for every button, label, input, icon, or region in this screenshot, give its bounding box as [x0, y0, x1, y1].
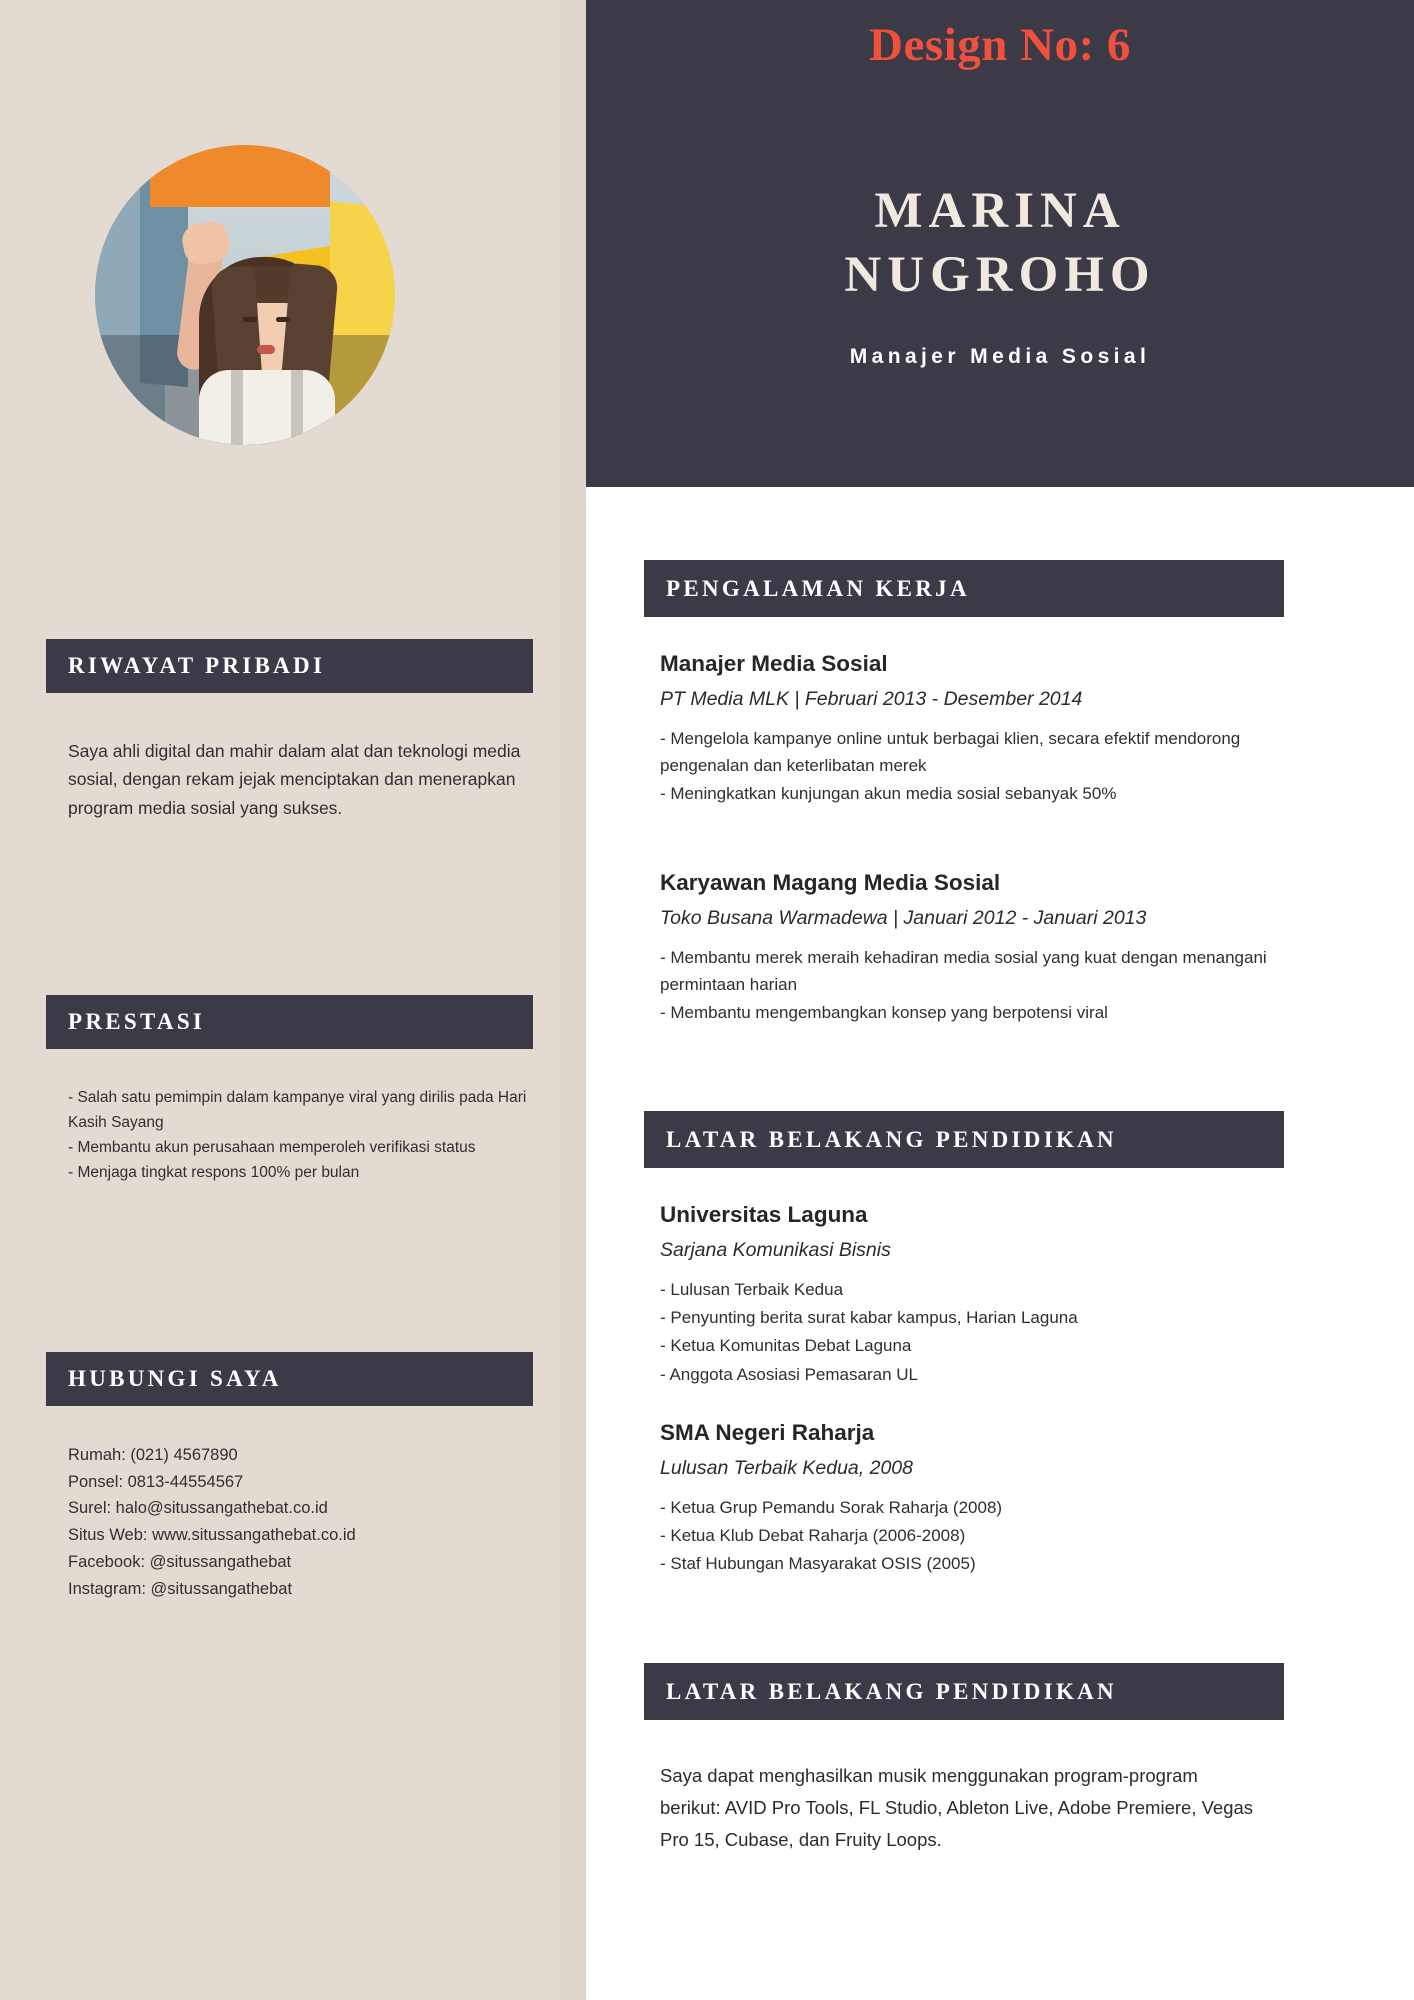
list-item: - Staf Hubungan Masyarakat OSIS (2005)	[660, 1554, 976, 1574]
left-column-divider-strip	[560, 0, 586, 2000]
section-heading-label: LATAR BELAKANG PENDIDIKAN	[666, 1126, 1117, 1152]
experience-bullets	[660, 725, 1300, 808]
design-number-label: Design No: 6	[869, 19, 1131, 71]
section-heading-label: LATAR BELAKANG PENDIDIKAN	[666, 1678, 1117, 1704]
experience-company-dates: PT Media MLK | Februari 2013 - Desember 2014	[660, 688, 1083, 710]
list-item: - Membantu merek meraih kehadiran media sosial yang kuat dengan menangani permintaan harian	[660, 948, 1267, 995]
section-heading-label: PENGALAMAN KERJA	[666, 575, 970, 601]
avatar-eye-right	[276, 317, 290, 322]
contact-instagram[interactable]: Instagram: @situssangathebat	[68, 1579, 293, 1598]
section-heading-label: PRESTASI	[68, 1009, 206, 1034]
list-item: - Membantu akun perusahaan memperoleh verifikasi status	[68, 1139, 476, 1157]
contact-email[interactable]: Surel: halo@situssangathebat.co.id	[68, 1499, 328, 1518]
contact-website[interactable]: Situs Web: www.situssangathebat.co.id	[68, 1526, 356, 1545]
job-role-subtitle: Manajer Media Sosial	[849, 345, 1151, 368]
list-item: - Ketua Komunitas Debat Laguna	[660, 1336, 912, 1356]
education-bullets	[660, 1494, 1300, 1578]
contact-list	[68, 1442, 528, 1602]
avatar-strap-right	[291, 370, 303, 445]
education-entry	[660, 1202, 1300, 1389]
section-heading-riwayat-pribadi	[46, 639, 533, 693]
section-heading-pendidikan-secondary	[644, 1663, 1284, 1720]
experience-job-title: Karyawan Magang Media Sosial	[660, 870, 1001, 895]
list-item: - Meningkatkan kunjungan akun media sosial sebanyak 50%	[660, 784, 1117, 804]
section-heading-label: RIWAYAT PRIBADI	[68, 653, 326, 678]
list-item: - Ketua Grup Pemandu Sorak Raharja (2008)	[660, 1498, 1003, 1517]
section-heading-hubungi-saya	[46, 1352, 533, 1406]
contact-facebook[interactable]: Facebook: @situssangathebat	[68, 1552, 292, 1571]
avatar	[95, 145, 395, 445]
education-bullets	[660, 1276, 1300, 1388]
page-title	[586, 180, 1414, 308]
section-heading-prestasi	[46, 995, 533, 1049]
list-item: - Menjaga tingkat respons 100% per bulan	[68, 1164, 360, 1182]
education-degree: Lulusan Terbaik Kedua, 2008	[660, 1457, 913, 1479]
avatar-torso	[199, 370, 335, 445]
education-school: SMA Negeri Raharja	[660, 1420, 875, 1445]
contact-phone-mobile: Ponsel: 0813-44554567	[68, 1472, 244, 1491]
experience-entry	[660, 870, 1300, 1028]
experience-entry	[660, 651, 1300, 809]
avatar-eye-left	[243, 317, 257, 322]
avatar-mouth	[257, 345, 275, 354]
avatar-strap-left	[231, 370, 243, 445]
education-school: Universitas Laguna	[660, 1202, 868, 1227]
experience-bullets	[660, 944, 1300, 1027]
experience-job-title: Manajer Media Sosial	[660, 651, 888, 676]
list-item: - Mengelola kampanye online untuk berbagai klien, secara efektif mendorong pengenalan dan keterlibatan merek	[660, 729, 1241, 776]
section-heading-pengalaman-kerja	[644, 560, 1284, 617]
list-item: - Membantu mengembangkan konsep yang berpotensi viral	[660, 1003, 1108, 1023]
experience-company-dates: Toko Busana Warmadewa | Januari 2012 - Januari 2013	[660, 907, 1147, 929]
section-heading-label: HUBUNGI SAYA	[68, 1366, 282, 1391]
skills-body: Saya dapat menghasilkan musik menggunakan program-program berikut: AVID Pro Tools, FL Studio, Ableton Live, Adobe Premiere, Vegas Pro 15, Cubase, dan Fruity Loops.	[660, 1765, 1254, 1850]
list-item: - Salah satu pemimpin dalam kampanye viral yang dirilis pada Hari Kasih Sayang	[68, 1089, 527, 1132]
section-heading-pendidikan	[644, 1111, 1284, 1168]
contact-phone-home: Rumah: (021) 4567890	[68, 1446, 238, 1464]
riwayat-pribadi-body: Saya ahli digital dan mahir dalam alat dan teknologi media sosial, dengan rekam jejak menciptakan dan menerapkan program media sosial yang sukses.	[68, 741, 521, 818]
list-item: - Ketua Klub Debat Raharja (2006-2008)	[660, 1526, 966, 1546]
name-line-1: MARINA	[874, 183, 1126, 239]
education-entry	[660, 1420, 1300, 1579]
name-line-2: NUGROHO	[844, 246, 1156, 303]
avatar-scene-shape	[150, 145, 330, 207]
list-item: - Lulusan Terbaik Kedua	[660, 1280, 844, 1299]
prestasi-list	[68, 1085, 528, 1185]
education-degree: Sarjana Komunikasi Bisnis	[660, 1239, 891, 1261]
list-item: - Penyunting berita surat kabar kampus, Harian Laguna	[660, 1308, 1078, 1328]
list-item: - Anggota Asosiasi Pemasaran UL	[660, 1364, 918, 1384]
